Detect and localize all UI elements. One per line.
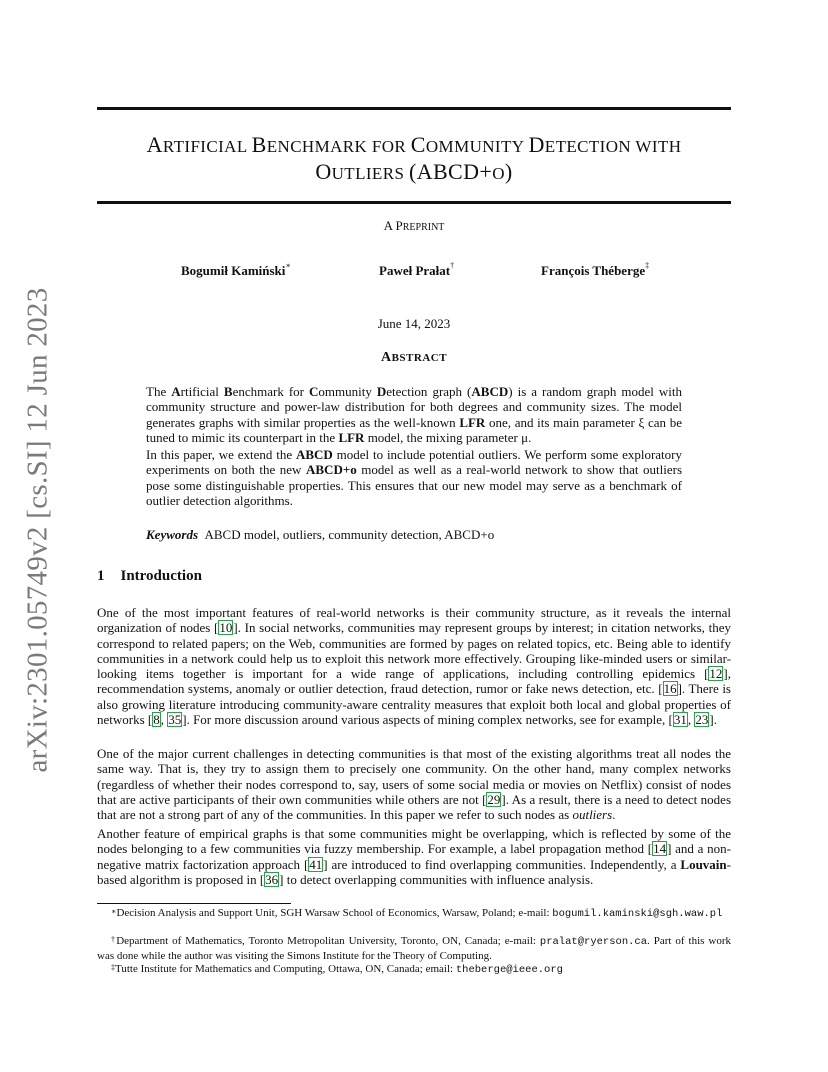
- publication-date: June 14, 2023: [377, 316, 451, 331]
- citation-link[interactable]: 16: [663, 681, 677, 697]
- footnote-rule: [97, 903, 291, 904]
- author-3: François Théberge‡: [541, 261, 650, 278]
- footnote-3: ‡Tutte Institute for Mathematics and Computing, Ottawa, ON, Canada; email: theberge@ieee.org: [111, 963, 563, 976]
- section-heading-introduction: 1 Introduction: [97, 568, 202, 584]
- intro-paragraph-2: One of the major current challenges in detecting communities is that most of the existing algorithms treat all nodes the same way. That is, they try to assign them to precisely one community. On the other hand, many complex networks (regardless of whether their nodes correspond to, say, users of some social media or movies on Netflix) consist of nodes that are active participants of their own communities while others are not [29]. As a result, there is a need to detect nodes that are not a strong part of any of the communities. In this paper we refer to such nodes as outliers.: [97, 746, 731, 823]
- citation-link[interactable]: 29: [487, 791, 501, 807]
- intro-paragraph-3: Another feature of empirical graphs is that some communities might be overlapping, which is reflected by some of the nodes belonging to a few communities via fuzzy membership. For example, a label propagation method [14] and a non-negative matrix factorization approach [41] are introduced to find overlapping communities. Independently, a Louvain-based algorithm is proposed in [36] to detect overlapping communities with influence analysis.: [97, 826, 731, 887]
- email-link[interactable]: theberge@ieee.org: [455, 964, 563, 976]
- abstract-paragraph-1: The Artificial Benchmark for Community Detection graph (ABCD) is a random graph model with community structure and power-law distribution for both degrees and community sizes. The model generates graphs with similar properties as the well-known LFR one, and its main parameter ξ can be tuned to mimic its counterpart in the LFR model, the mixing parameter μ.: [146, 384, 683, 445]
- citation-link[interactable]: 41: [309, 856, 323, 872]
- abstract-heading: ABSTRACT: [380, 350, 448, 365]
- citation-link[interactable]: 31: [673, 712, 687, 728]
- intro-paragraph-1: One of the most important features of real-world networks is their community structure, as it reveals the internal organization of nodes [10]. In social networks, communities may represent groups by interest; in citation networks, they correspond to related papers; on the Web, communities are formed by pages on related topics, etc. Being able to identify communities in a network could help us to exploit this network more effectively. Grouping like-minded users or similar-looking items together is important for a wide range of applications, including controlling epidemics [12], recommendation systems, anomaly or outlier detection, fraud detection, rumor or fake news detection, etc. [16]. There is also growing literature introducing community-aware centrality measures that exploit both local and global properties of networks [8, 35]. For more discussion around various aspects of mining complex networks, see for example, [31, 23].: [97, 605, 731, 728]
- author-1: Bogumił Kamiński∗: [181, 261, 291, 278]
- author-2: Paweł Prałat†: [379, 261, 455, 278]
- citation-link[interactable]: 8: [153, 712, 160, 728]
- email-link[interactable]: pralat@ryerson.ca: [539, 936, 648, 948]
- title-bottom-rule: [97, 201, 731, 204]
- preprint-label: A PREPRINT: [383, 218, 445, 233]
- citation-link[interactable]: 14: [653, 841, 667, 857]
- keywords: [146, 527, 682, 542]
- footnote-2: †Department of Mathematics, Toronto Metropolitan University, Toronto, ON, Canada; e-mail: pralat@ryerson.ca. Part of this work was done while the author was visiting the Simons Institute for the Theory of Computing.: [97, 935, 732, 962]
- citation-link[interactable]: 23: [695, 712, 709, 728]
- top-rule: [97, 107, 731, 110]
- email-link[interactable]: bogumil.kaminski@sgh.waw.pl: [552, 908, 723, 920]
- keywords-label: Keywords: [146, 527, 198, 542]
- paper-title-line-2: OUTLIERS (ABCD+O): [315, 159, 513, 184]
- citation-link[interactable]: 10: [219, 620, 233, 636]
- citation-link[interactable]: 12: [709, 666, 723, 682]
- arxiv-stamp-text: arXiv:2301.05749v2 [cs.SI] 12 Jun 2023: [21, 287, 54, 773]
- paper-title-line-1: ARTIFICIAL BENCHMARK FOR COMMUNITY DETECTION WITH: [146, 132, 682, 157]
- citation-link[interactable]: 36: [265, 871, 279, 887]
- keywords-text: ABCD model, outliers, community detection, ABCD+o: [204, 527, 495, 542]
- footnote-1: ∗Decision Analysis and Support Unit, SGH Warsaw School of Economics, Warsaw, Poland; e-mail: bogumil.kaminski@sgh.waw.pl: [111, 907, 723, 920]
- abstract-paragraph-2: In this paper, we extend the ABCD model to include potential outliers. We perform some exploratory experiments on both the new ABCD+o model as well as a real-world network to show that outliers pose some distinguishable properties. This ensures that our new model may serve as a benchmark of outlier detection algorithms.: [146, 447, 683, 508]
- citation-link[interactable]: 35: [168, 712, 182, 728]
